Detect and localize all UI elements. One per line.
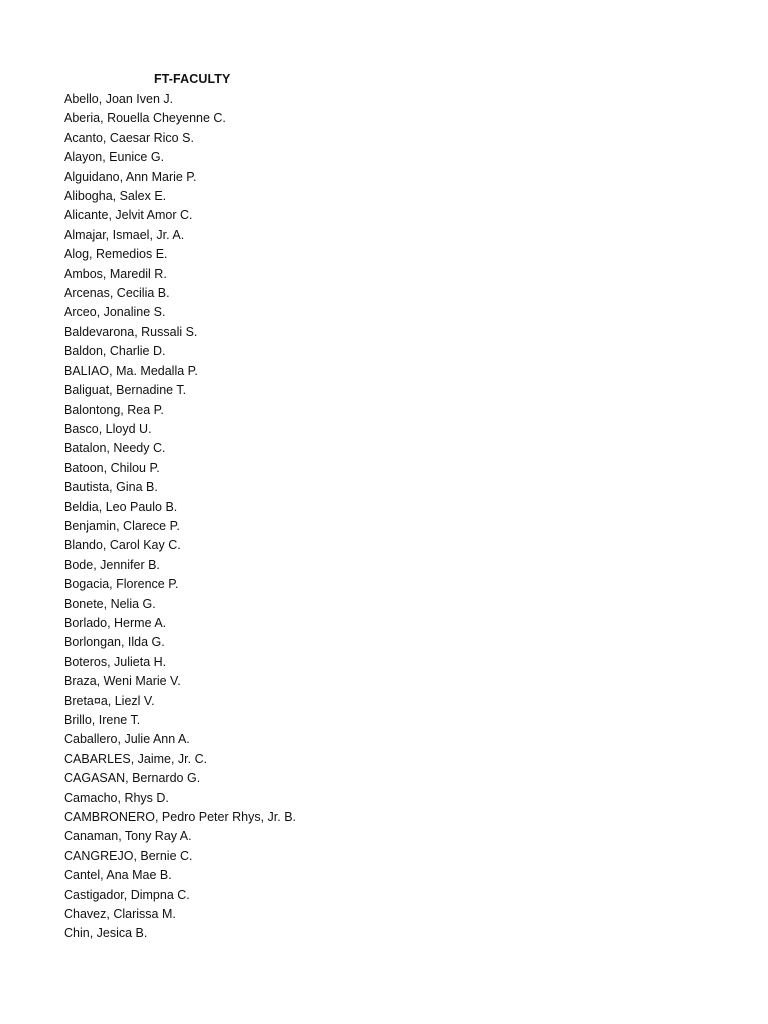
faculty-name-item: Abello, Joan Iven J.: [64, 92, 174, 106]
document-title: FT-FACULTY: [154, 72, 231, 86]
faculty-name-item: Braza, Weni Marie V.: [64, 674, 181, 689]
faculty-name-item: Batalon, Needy C.: [64, 441, 166, 456]
faculty-name-item: Batoon, Chilou P.: [64, 460, 160, 475]
faculty-name-item: CAGASAN, Bernardo G.: [64, 771, 201, 786]
faculty-name-item: Aberia, Rouella Cheyenne C.: [64, 111, 226, 126]
faculty-name-item: Basco, Lloyd U.: [64, 421, 152, 436]
faculty-name-item: Arceo, Jonaline S.: [64, 305, 166, 320]
faculty-name-item: Alog, Remedios E.: [64, 247, 168, 262]
faculty-name-item: Brillo, Irene T.: [64, 713, 141, 727]
faculty-name-item: Baldon, Charlie D.: [64, 344, 166, 359]
faculty-name-item: Bode, Jennifer B.: [64, 557, 160, 572]
faculty-name-item: Balontong, Rea P.: [64, 402, 164, 417]
faculty-name-item: Alibogha, Salex E.: [64, 189, 167, 204]
faculty-name-item: Cantel, Ana Mae B.: [64, 868, 172, 883]
faculty-name-item: Blando, Carol Kay C.: [64, 538, 181, 553]
faculty-name-item: Baldevarona, Russali S.: [64, 324, 198, 339]
faculty-name-item: Boteros, Julieta H.: [64, 654, 167, 669]
faculty-name-item: Canaman, Tony Ray A.: [64, 829, 192, 844]
faculty-name-item: Alguidano, Ann Marie P.: [64, 169, 197, 184]
faculty-name-item: Baliguat, Bernadine T.: [64, 383, 187, 398]
faculty-name-item: Camacho, Rhys D.: [64, 790, 169, 805]
faculty-name-item: CAMBRONERO, Pedro Peter Rhys, Jr. B.: [64, 810, 297, 825]
faculty-name-item: Bautista, Gina B.: [64, 480, 158, 495]
faculty-name-list: [64, 90, 296, 944]
faculty-name-item: Beldia, Leo Paulo B.: [64, 499, 178, 514]
faculty-name-item: Ambos, Maredil R.: [64, 266, 167, 281]
faculty-name-item: CANGREJO, Bernie C.: [64, 848, 193, 863]
faculty-name-item: Alicante, Jelvit Amor C.: [64, 208, 193, 223]
faculty-name-item: Borlado, Herme A.: [64, 615, 167, 630]
faculty-name-item: Caballero, Julie Ann A.: [64, 732, 190, 747]
faculty-name-item: Benjamin, Clarece P.: [64, 518, 180, 533]
faculty-name-item: Chin, Jesica B.: [64, 926, 148, 941]
faculty-name-item: Bogacia, Florence P.: [64, 577, 179, 592]
faculty-name-item: CABARLES, Jaime, Jr. C.: [64, 751, 208, 766]
faculty-name-item: Bonete, Nelia G.: [64, 596, 156, 611]
faculty-name-item: Breta¤a, Liezl V.: [64, 693, 155, 708]
faculty-name-item: Arcenas, Cecilia B.: [64, 286, 170, 301]
faculty-name-item: BALIAO, Ma. Medalla P.: [64, 363, 198, 378]
faculty-name-item: Borlongan, Ilda G.: [64, 635, 165, 650]
faculty-name-item: Almajar, Ismael, Jr. A.: [64, 227, 185, 242]
faculty-name-item: Alayon, Eunice G.: [64, 150, 165, 165]
faculty-name-item: Chavez, Clarissa M.: [64, 907, 176, 922]
faculty-name-item: Castigador, Dimpna C.: [64, 887, 190, 902]
faculty-name-item: Acanto, Caesar Rico S.: [64, 130, 194, 145]
